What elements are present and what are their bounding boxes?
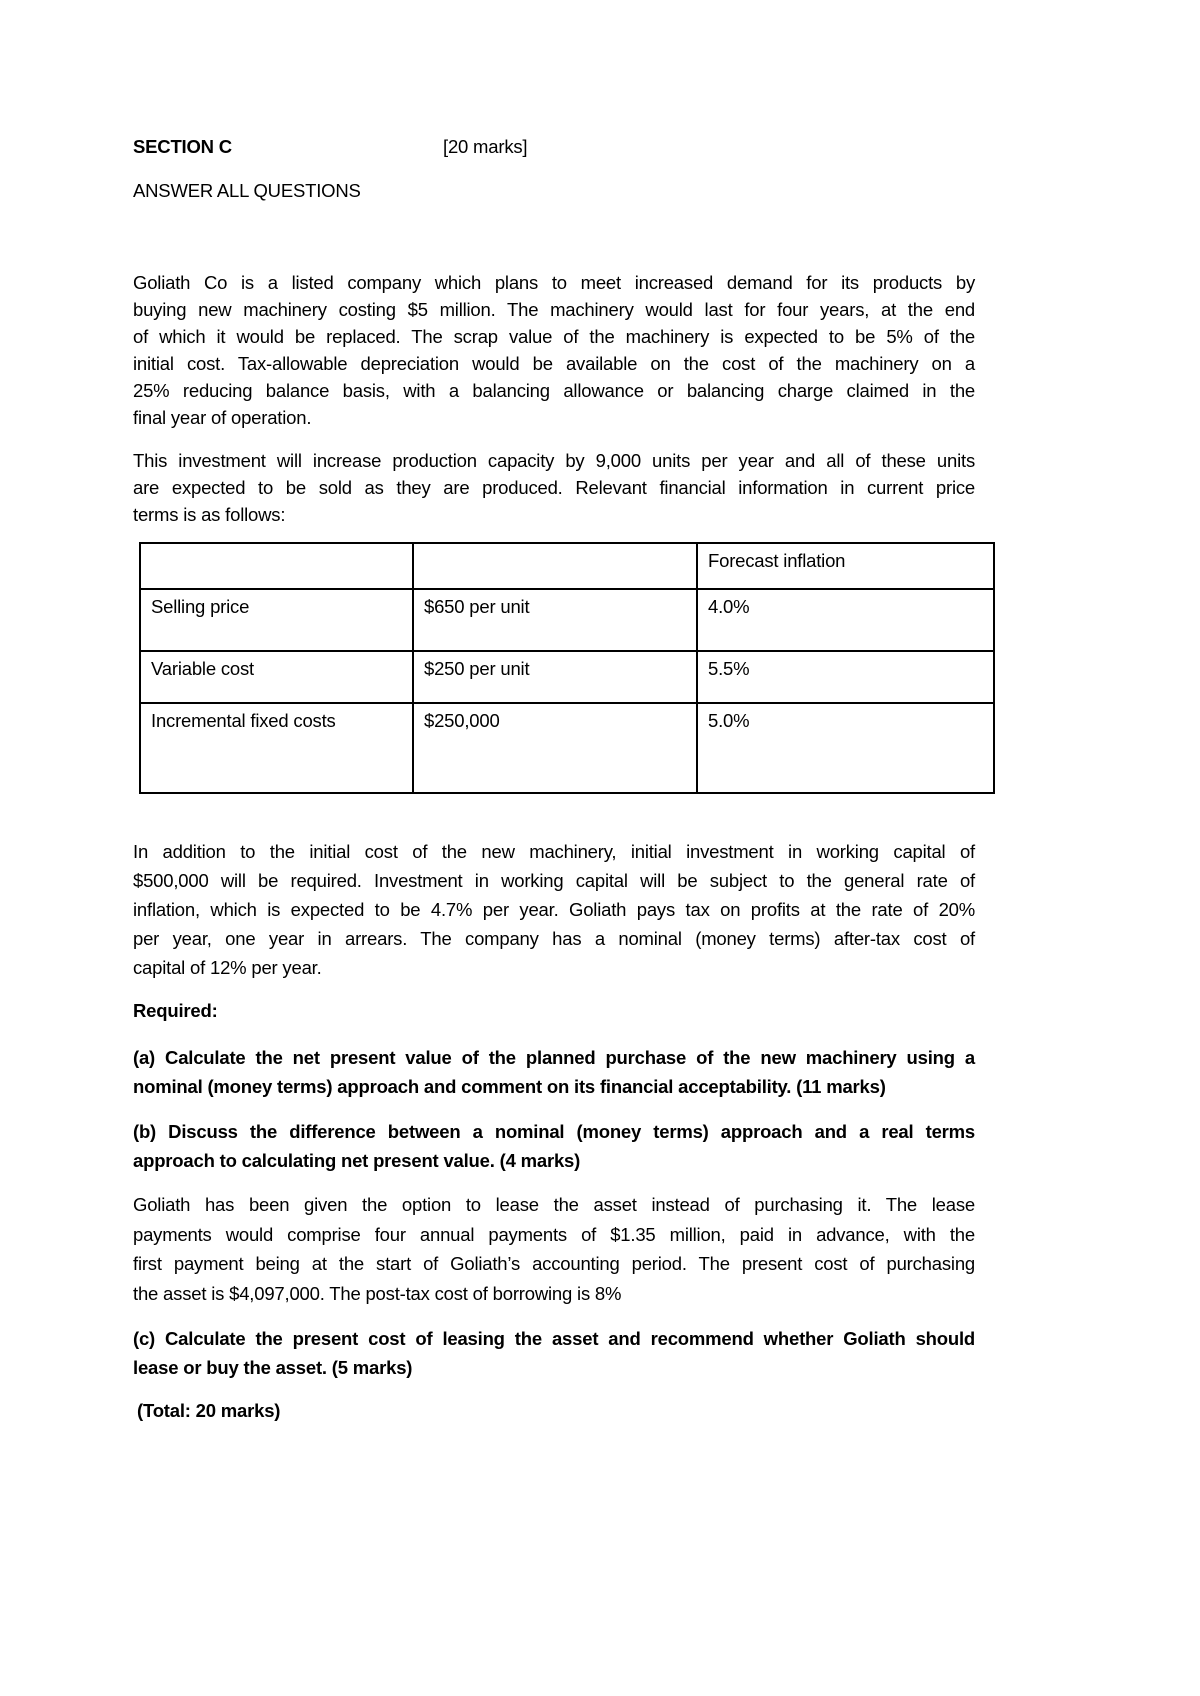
table-cell: 5.0% — [697, 703, 994, 793]
text-line: Goliath has been given the option to lease the asset instead of purchasing it. The lease — [133, 1194, 975, 1215]
paragraph-2 — [133, 447, 975, 528]
text-line: (a) Calculate the net present value of the planned purchase of the new machinery using a — [133, 1047, 975, 1068]
text-line: per year, one year in arrears. The company has a nominal (money terms) after-tax cost of — [133, 928, 975, 949]
text-line: approach to calculating net present value. (4 marks) — [133, 1150, 581, 1171]
text-line: first payment being at the start of Goliath’s accounting period. The present cost of purchasing — [133, 1253, 975, 1274]
text-line: 25% reducing balance basis, with a balancing allowance or balancing charge claimed in the — [133, 380, 975, 401]
text-line: nominal (money terms) approach and comment on its financial acceptability. (11 marks) — [133, 1076, 886, 1097]
section-marks: [20 marks] — [443, 136, 528, 157]
text-line: Goliath Co is a listed company which plans to meet increased demand for its products by — [133, 272, 975, 293]
paragraph-1 — [133, 269, 975, 431]
question-a — [133, 1043, 975, 1101]
text-line: inflation, which is expected to be 4.7% per year. Goliath pays tax on profits at the rate of 20% — [133, 899, 975, 920]
table-cell: $250,000 — [413, 703, 697, 793]
text-line: of which it would be replaced. The scrap value of the machinery is expected to be 5% of the — [133, 326, 975, 347]
required-heading: Required: — [133, 1000, 218, 1021]
text-line: $500,000 will be required. Investment in working capital will be subject to the general rate of — [133, 870, 975, 891]
instruction: ANSWER ALL QUESTIONS — [133, 180, 361, 201]
text-line: the asset is $4,097,000. The post-tax cost of borrowing is 8% — [133, 1282, 622, 1304]
text-line: terms is as follows: — [133, 504, 286, 525]
text-line: In addition to the initial cost of the new machinery, initial investment in working capital of — [133, 841, 975, 862]
paragraph-3 — [133, 837, 975, 982]
question-b — [133, 1117, 975, 1175]
table-cell: 4.0% — [697, 589, 994, 651]
table-cell: $650 per unit — [413, 589, 697, 651]
question-c — [133, 1324, 975, 1382]
table-cell: Selling price — [140, 589, 413, 651]
table-header-cell — [413, 543, 697, 589]
table-header-cell: Forecast inflation — [697, 543, 994, 589]
table-row — [140, 651, 994, 703]
table-row — [140, 589, 994, 651]
text-line: (c) Calculate the present cost of leasing the asset and recommend whether Goliath should — [133, 1328, 975, 1349]
text-line: final year of operation. — [133, 407, 312, 428]
total-marks: (Total: 20 marks) — [137, 1400, 281, 1421]
table-cell: Variable cost — [140, 651, 413, 703]
text-line: initial cost. Tax-allowable depreciation would be available on the cost of the machinery on a — [133, 353, 975, 374]
table-header-cell — [140, 543, 413, 589]
text-line: capital of 12% per year. — [133, 957, 322, 978]
table-cell: Incremental fixed costs — [140, 703, 413, 793]
text-line: payments would comprise four annual payments of $1.35 million, paid in advance, with the — [133, 1223, 975, 1245]
financial-table — [139, 542, 995, 794]
section-title: SECTION C — [133, 136, 232, 157]
table-row — [140, 703, 994, 793]
table-cell: 5.5% — [697, 651, 994, 703]
text-line: lease or buy the asset. (5 marks) — [133, 1357, 413, 1378]
table-cell: $250 per unit — [413, 651, 697, 703]
text-line: are expected to be sold as they are produced. Relevant financial information in current price — [133, 477, 975, 498]
text-line: This investment will increase production capacity by 9,000 units per year and all of these units — [133, 450, 975, 471]
text-line: (b) Discuss the difference between a nominal (money terms) approach and a real terms — [133, 1121, 975, 1142]
table-header-row — [140, 543, 994, 589]
text-line: buying new machinery costing $5 million. The machinery would last for four years, at the end — [133, 299, 975, 320]
paragraph-4 — [133, 1190, 975, 1308]
